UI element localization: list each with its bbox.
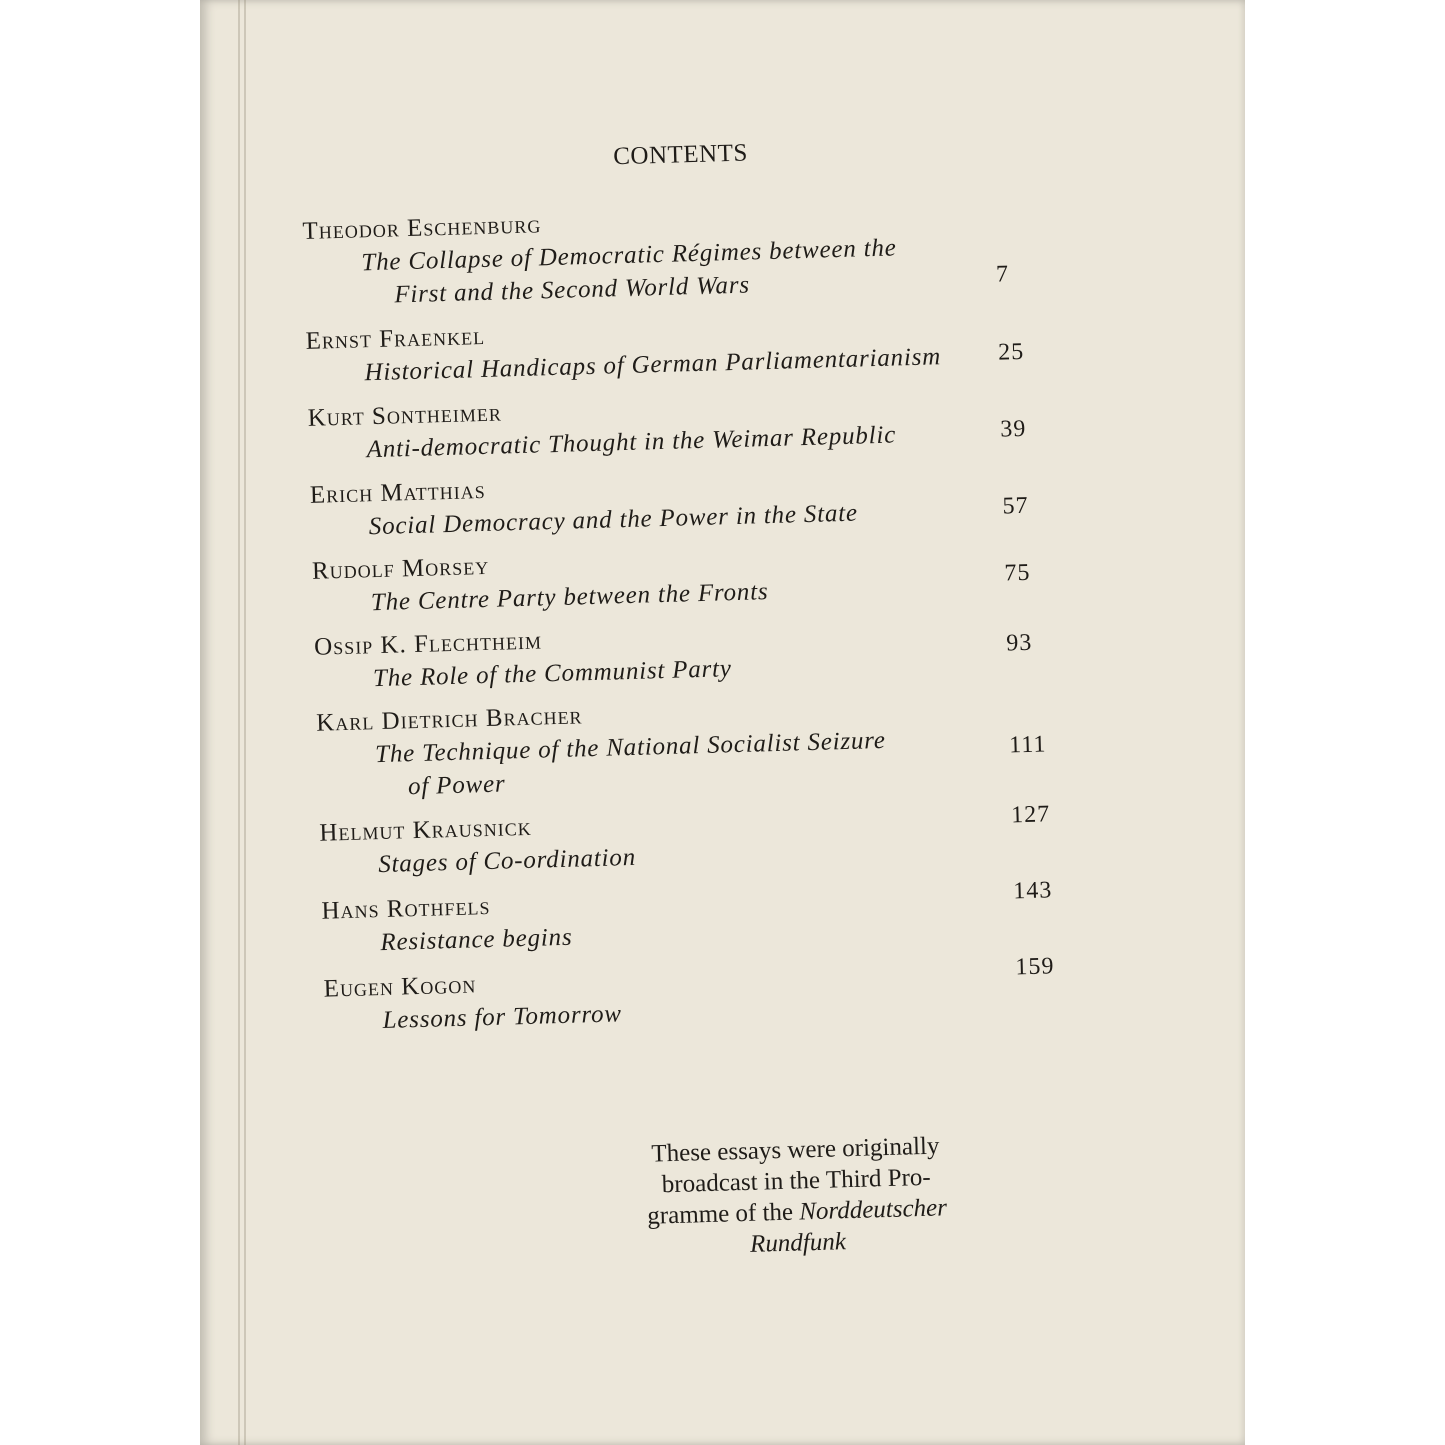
toc-entry xyxy=(316,687,1078,806)
toc-entry xyxy=(319,797,1081,883)
entry-title-line: Resistance begins xyxy=(380,923,573,957)
entry-author: Ernst Fraenkel xyxy=(305,322,486,355)
entry-title-line: The Technique of the National Socialist Seizure xyxy=(374,726,887,769)
entry-title-line: of Power xyxy=(407,770,506,801)
entry-title-line: The Role of the Communist Party xyxy=(372,655,733,693)
entry-author: Helmut Krausnick xyxy=(318,813,533,847)
note-text-italic: Norddeutscher xyxy=(798,1194,948,1226)
entry-page-number: 127 xyxy=(1010,801,1051,829)
background-surface xyxy=(1243,0,1445,1445)
entry-page-number: 111 xyxy=(1008,731,1047,759)
entry-author: Karl Dietrich Bracher xyxy=(315,702,583,737)
note-line: These essays were originally xyxy=(651,1132,940,1168)
broadcast-note xyxy=(620,1130,973,1264)
entry-author: Hans Rothfels xyxy=(321,892,491,925)
entry-author: Theodor Eschenburg xyxy=(302,211,542,245)
toc-entry xyxy=(312,535,1074,621)
toc-entry xyxy=(307,382,1069,468)
entry-title-line: Lessons for Tomorrow xyxy=(382,1000,623,1035)
entry-title-line: The Centre Party between the Fronts xyxy=(370,578,769,617)
toc-entry xyxy=(309,459,1071,545)
entry-page-number: 39 xyxy=(999,415,1027,443)
contents-page xyxy=(300,118,1112,1299)
entry-title-line: Anti-democratic Thought in the Weimar Republic xyxy=(366,421,897,464)
entry-author: Eugen Kogon xyxy=(323,971,477,1003)
entry-page-number: 75 xyxy=(1004,559,1031,587)
entry-page-number: 93 xyxy=(1005,629,1033,657)
note-text: gramme of the xyxy=(646,1198,794,1230)
entry-title-line: Historical Handicaps of German Parliamentarianism xyxy=(364,343,942,387)
entry-page-number: 25 xyxy=(997,338,1025,366)
book-page xyxy=(200,0,1245,1445)
entry-page-number: 57 xyxy=(1002,492,1029,520)
page-edge-line xyxy=(238,0,240,1445)
contents-heading: CONTENTS xyxy=(612,139,749,171)
entry-page-number: 159 xyxy=(1015,953,1055,981)
entry-author: Rudolf Morsey xyxy=(311,552,490,585)
toc-entry xyxy=(314,611,1076,697)
toc-entry xyxy=(323,952,1085,1038)
toc-entry xyxy=(321,874,1083,960)
entry-title-line: Social Democracy and the Power in the State xyxy=(368,499,859,541)
note-line: Rundfunk xyxy=(749,1228,847,1258)
toc-entry xyxy=(305,305,1067,391)
note-line: broadcast in the Third Pro- xyxy=(661,1163,932,1199)
entry-title-line: The Collapse of Democratic Régimes between the xyxy=(361,234,897,277)
entry-author: Ossip K. Flechtheim xyxy=(313,627,543,661)
entry-page-number: 143 xyxy=(1012,877,1053,905)
toc-entry xyxy=(302,195,1064,314)
entry-page-number: 7 xyxy=(995,261,1010,288)
entry-title-line: First and the Second World Wars xyxy=(393,271,751,309)
entry-author: Kurt Sontheimer xyxy=(307,399,503,432)
page-edge-line xyxy=(244,0,246,1445)
entry-author: Erich Matthias xyxy=(309,476,487,509)
entry-title-line: Stages of Co-ordination xyxy=(377,843,637,879)
